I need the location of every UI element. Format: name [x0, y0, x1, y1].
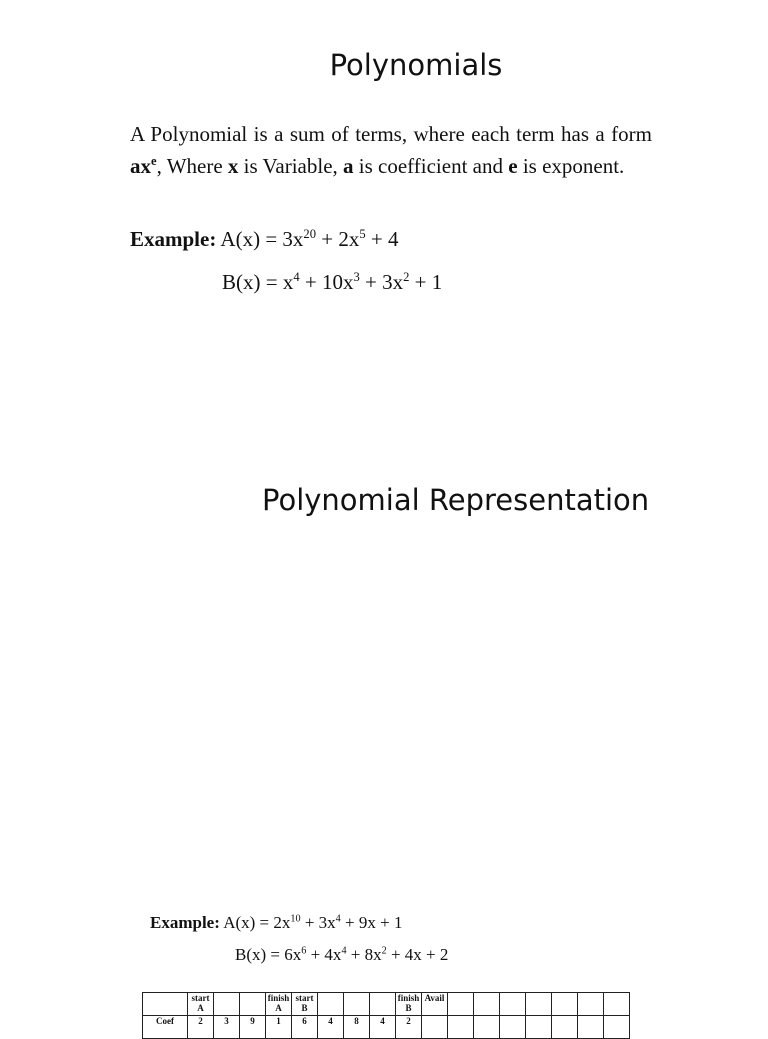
table-cell: 8	[344, 1016, 370, 1039]
table-cell	[578, 993, 604, 1016]
table-cell	[526, 1016, 552, 1039]
table-cell: Avail	[422, 993, 448, 1016]
table-cell: finish A	[266, 993, 292, 1016]
table-cell: 6	[292, 1016, 318, 1039]
table-cell	[604, 1016, 630, 1039]
example-equation-a: Example: $A(x) = 3x^{20} + 2x^5 + 4$	[130, 227, 399, 251]
table-cell: 3	[214, 1016, 240, 1039]
table-cell	[240, 993, 266, 1016]
table-cell: 4	[370, 1016, 396, 1039]
polynomial-array-table	[142, 992, 630, 1039]
table-cell	[578, 1016, 604, 1039]
table-cell: start B	[292, 993, 318, 1016]
table-cell	[344, 993, 370, 1016]
table-cell: start A	[188, 993, 214, 1016]
slide-title-polynomials: Polynomials	[329, 48, 503, 82]
example-equation-b: $B(x) = x^4 + 10x^3 + 3x^2 + 1$	[222, 270, 443, 294]
table-cell: finish B	[396, 993, 422, 1016]
table-cell	[500, 1016, 526, 1039]
table-cell: 1	[266, 1016, 292, 1039]
slide-title-representation: Polynomial Representation	[262, 483, 650, 517]
table-cell: Coef	[143, 1016, 188, 1039]
table-cell	[448, 1016, 474, 1039]
table-cell	[474, 1016, 500, 1039]
table-cell	[214, 993, 240, 1016]
table-cell	[370, 993, 396, 1016]
table-cell	[526, 993, 552, 1016]
example-label: Example:	[150, 913, 220, 932]
table-cell: 9	[240, 1016, 266, 1039]
table-cell	[604, 993, 630, 1016]
table-cell: 2	[396, 1016, 422, 1039]
table-cell: 2	[188, 1016, 214, 1039]
table-coef-row	[143, 1016, 630, 1039]
table-cell	[448, 993, 474, 1016]
table-cell	[474, 993, 500, 1016]
example-label: Example:	[130, 227, 217, 251]
table-header-row	[143, 993, 630, 1016]
table-cell	[552, 993, 578, 1016]
representation-equation-a: Example: $A(x) = 2x^{10} + 3x^4 + 9x + 1$	[150, 913, 403, 932]
representation-equation-b: $B(x) = 6x^6 + 4x^4 + 8x^2 + 4x + 2$	[235, 945, 449, 964]
table-cell	[318, 993, 344, 1016]
table-cell	[500, 993, 526, 1016]
definition-paragraph: A Polynomial is a sum of terms, where each term has a form $ax^e$, Where x is Variable, a is coefficient and e is exponent.	[130, 122, 652, 178]
table-cell	[143, 993, 188, 1016]
table-cell: 4	[318, 1016, 344, 1039]
table-cell	[422, 1016, 448, 1039]
table-cell	[552, 1016, 578, 1039]
